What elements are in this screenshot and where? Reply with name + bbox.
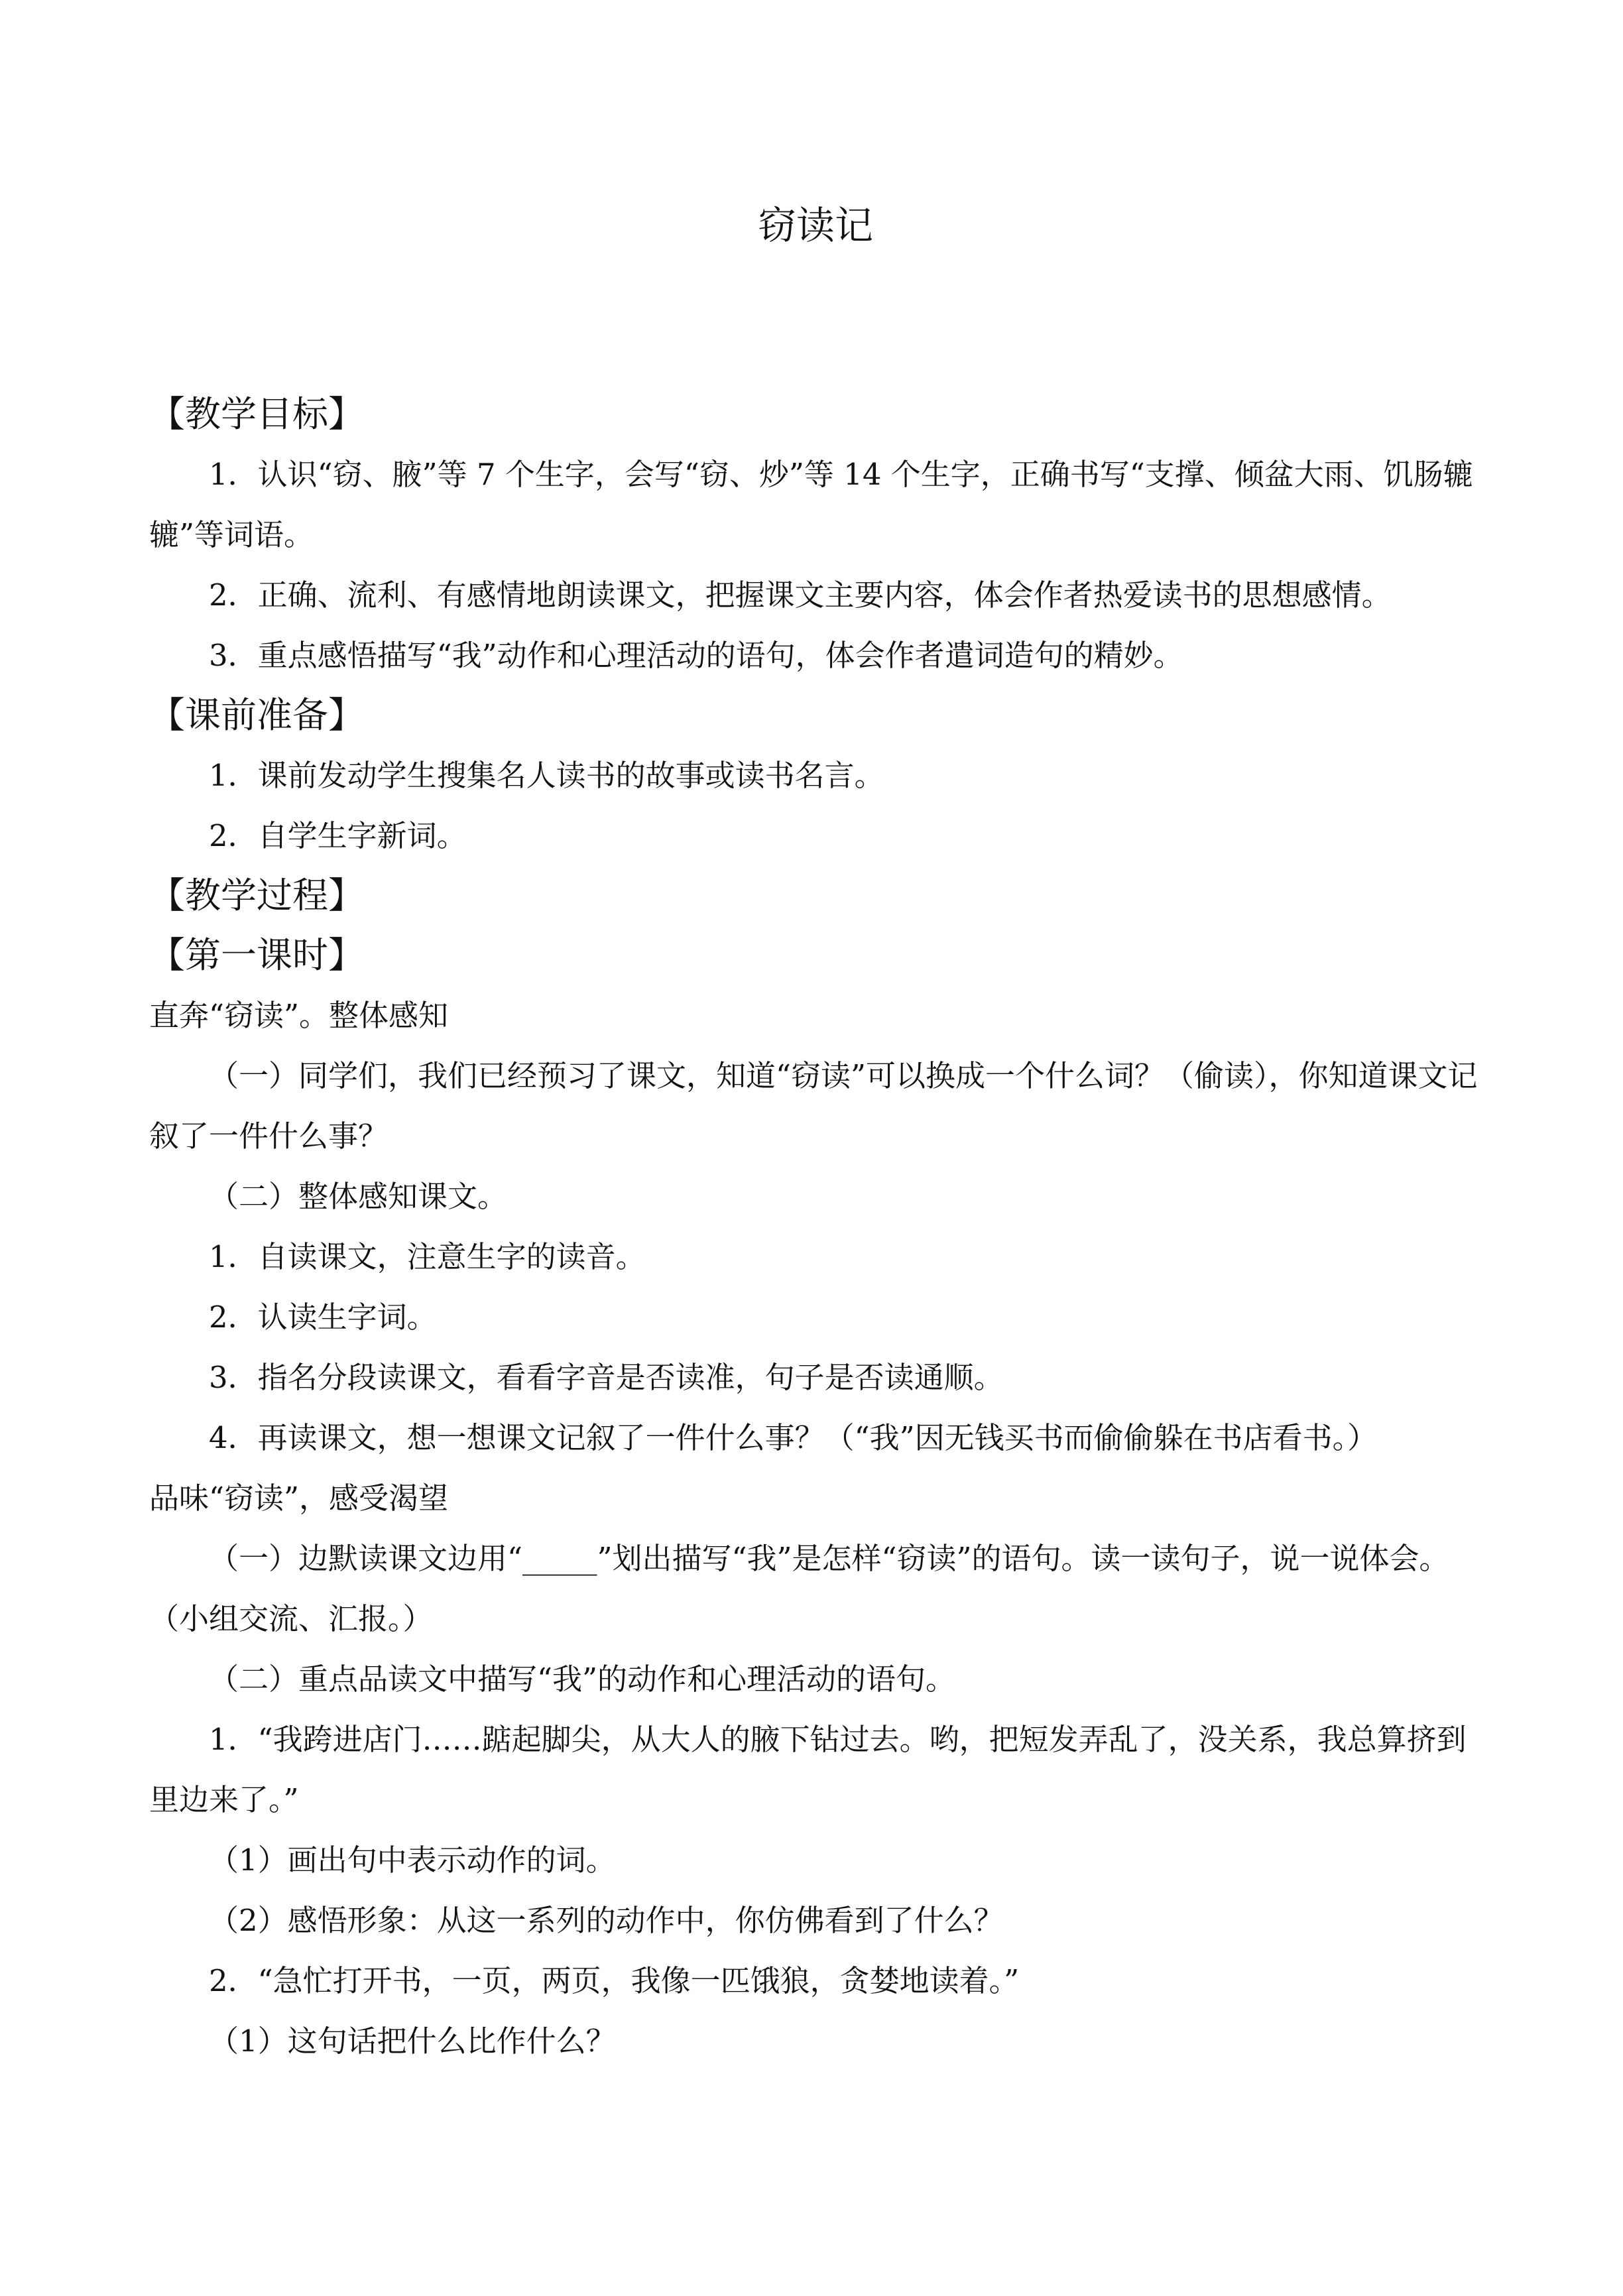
part2-item-4: （1）画出句中表示动作的词。 [209,1843,616,1878]
section-heading-process: 【教学过程】 [149,875,364,916]
part2-item-7: （1）这句话把什么比作什么？ [209,2024,616,2059]
prep-item-2: 2．自学生字新词。 [209,818,467,853]
section-heading-lesson1: 【第一课时】 [149,934,364,976]
part1-item-6: 4．再读课文，想一想课文记叙了一件什么事？（“我”因无钱买书而偷偷躲在书店看书。） [209,1420,1378,1455]
prep-item-1: 1．课前发动学生搜集名人读书的故事或读书名言。 [209,758,884,793]
part2-item-3: 1．“我跨进店门……踮起脚尖，从大人的腋下钻过去。哟，把短发弄乱了，没关系，我总算挤到里边来了。” [149,1722,1467,1817]
section-heading-goals: 【教学目标】 [149,393,364,435]
goal-item-1: 1．认识“窃、腋”等 7 个生字，会写“窃、炒”等 14 个生字，正确书写“支撑、倾盆大雨、饥肠辘辘”等词语。 [149,457,1473,552]
part1-item-4: 2．认读生字词。 [209,1299,437,1335]
part2-item-1: （一）边默读课文边用“_____”划出描写“我”是怎样“窃读”的语句。读一读句子，说一说体会。（小组交流、汇报。） [149,1541,1449,1636]
goal-item-3: 3．重点感悟描写“我”动作和心理活动的语句，体会作者遣词造句的精妙。 [209,638,1183,673]
goal-item-2: 2．正确、流利、有感情地朗读课文，把握课文主要内容，体会作者热爱读书的思想感情。 [209,577,1392,613]
part1-title: 直奔“窃读”。整体感知 [149,998,449,1033]
document-title: 窃读记 [757,203,873,248]
part2-item-6: 2．“急忙打开书，一页，两页，我像一匹饿狼，贪婪地读着。” [209,1963,1020,1998]
part1-item-5: 3．指名分段读课文，看看字音是否读准，句子是否读通顺。 [209,1360,1004,1395]
part2-item-2: （二）重点品读文中描写“我”的动作和心理活动的语句。 [209,1662,956,1697]
section-heading-prep: 【课前准备】 [149,694,364,736]
part2-title: 品味“窃读”，感受渴望 [149,1480,449,1516]
part2-item-5: （2）感悟形象：从这一系列的动作中，你仿佛看到了什么？ [209,1903,1004,1938]
part1-item-2: （二）整体感知课文。 [209,1179,508,1214]
document-content [149,385,1482,2071]
part1-item-3: 1．自读课文，注意生字的读音。 [209,1239,646,1274]
part1-item-1: （一）同学们，我们已经预习了课文，知道“窃读”可以换成一个什么词？（偷读），你知道课文记叙了一件什么事？ [149,1058,1478,1154]
